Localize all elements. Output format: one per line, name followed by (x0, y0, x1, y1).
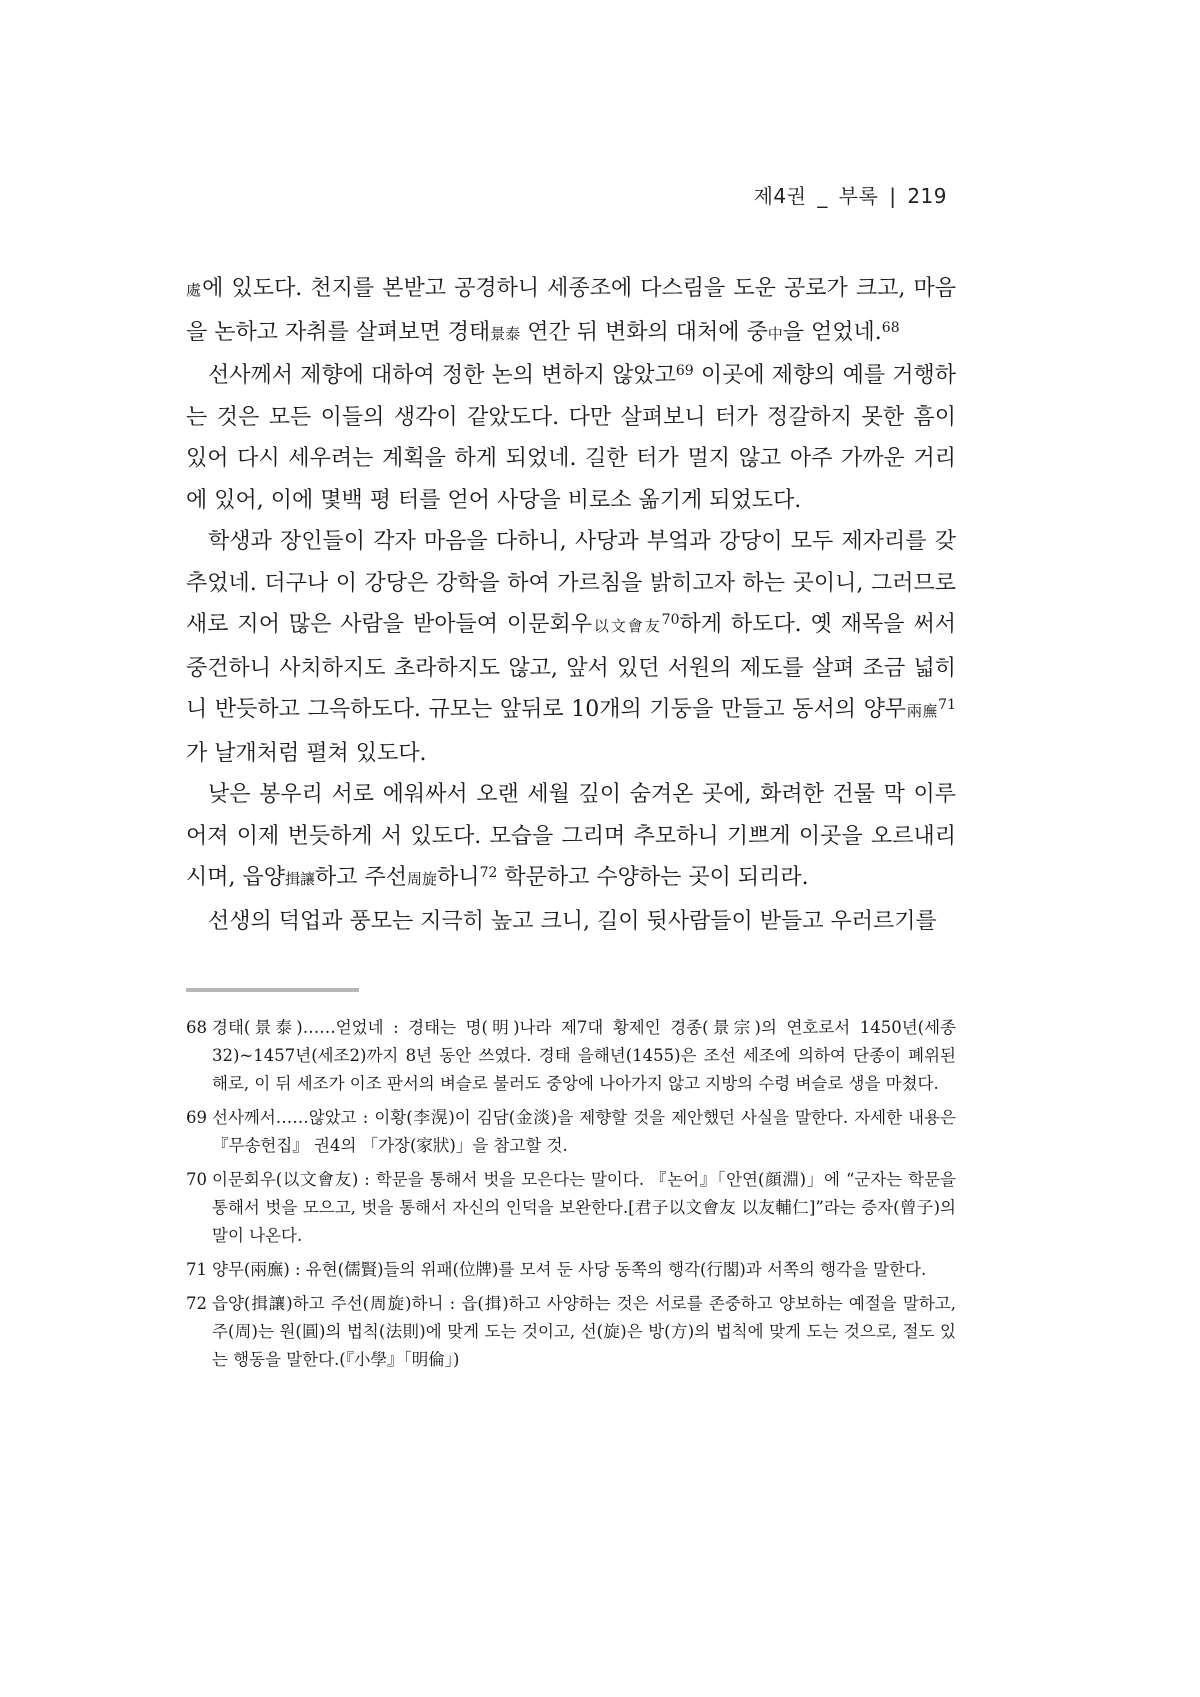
hanja-gloss: 中 (767, 324, 783, 343)
paragraph-text: 연간 뒤 변화의 대처에 중 (520, 319, 768, 345)
paragraph-text: 하고 주선 (315, 865, 408, 890)
footnote-number: 72 (186, 1294, 207, 1313)
header-separator: | (889, 184, 897, 208)
paragraph-text: 학생과 장인들이 각자 마음을 다하니, 사당과 부엌과 강당이 모두 제자리를 갖추었네. 더구나 이 강당은 강학을 하여 가르침을 밝히고자 하는 곳이니, 그러므로 새로 지어 많은 사람을 받아들여 이문회우 (186, 529, 956, 637)
body-paragraph (186, 355, 956, 521)
footnotes (186, 1014, 956, 1380)
header-section: 부록 (838, 184, 879, 208)
paragraph-text: 선생의 덕업과 풍모는 지극히 높고 크니, 길이 뒷사람들이 받들고 우러르기를 (208, 908, 937, 934)
running-header (754, 180, 947, 209)
page-number: 219 (907, 184, 947, 208)
footnote-number: 69 (186, 1108, 207, 1127)
body-paragraph (186, 774, 956, 901)
hanja-gloss: 周旋 (407, 870, 438, 888)
hanja-gloss: 處 (186, 281, 203, 299)
header-dash: _ (817, 184, 828, 208)
footnote-ref: 71 (938, 697, 956, 713)
paragraph-text: 이곳에 제향의 예를 거행하는 것은 모든 이들의 생각이 같았도다. 다만 살펴보니 터가 정갈하지 못한 흠이 있어 다시 세우려는 계획을 하게 되었네. 길한 터가 멀지 않고 아주 가까운 거리에 있어, 이에 몇백 평 터를 얻어 사당을 비로소 옮기게 되었도다. (186, 363, 956, 513)
footnote-ref: 72 (479, 865, 498, 881)
hanja-gloss: 以文會友 (591, 617, 662, 635)
hanja-gloss: 揖讓 (285, 870, 316, 888)
header-volume: 제4권 (753, 184, 807, 208)
footnote-ref: 69 (675, 363, 694, 379)
footnote-item (186, 1014, 956, 1098)
body-paragraph (186, 268, 956, 355)
paragraph-text: 에 있도다. 천지를 본받고 공경하니 세종조에 다스림을 도운 공로가 크고, 마음을 논하고 자취를 살펴보면 경태 (186, 276, 956, 345)
paragraph-text: 학문하고 수양하는 곳이 되리라. (497, 865, 809, 890)
footnote-number: 68 (186, 1018, 207, 1037)
hanja-gloss: 景泰 (490, 324, 521, 343)
footnote-item (186, 1104, 956, 1160)
paragraph-text: 하니 (437, 865, 480, 890)
paragraph-text: 하게 하도다. 옛 재목을 써서 중건하니 사치하지도 초라하지도 않고, 앞서 있던 서원의 제도를 살펴 조금 넓히니 반듯하고 그윽하도다. 규모는 앞뒤로 10개의 기둥을 만들고 동서의 양무 (186, 612, 956, 722)
paragraph-text: 가 날개처럼 펼쳐 있도다. (186, 740, 427, 766)
footnote-text: 이문회우(以文會友) : 학문을 통해서 벗을 모은다는 말이다. 『논어』「안연(顔淵)」에 “군자는 학문을 통해서 벗을 모으고, 벗을 통해서 자신의 인덕을 보완한다.[君子以文會友 以友輔仁]”라는 증자(曾子)의 말이 나온다. (212, 1170, 956, 1245)
footnote-ref: 70 (661, 612, 680, 628)
paragraph-text: 선사께서 제향에 대하여 정한 논의 변하지 않았고 (208, 363, 676, 388)
footnote-number: 70 (186, 1170, 207, 1189)
footnote-text: 선사께서……않았고 : 이황(李滉)이 김담(金淡)을 제향할 것을 제안했던 사실을 말한다. 자세한 내용은 『무송헌집』 권4의 「가장(家狀)」을 참고할 것. (212, 1108, 956, 1155)
footnote-item (186, 1256, 956, 1284)
body-paragraph (186, 901, 956, 943)
footnote-item (186, 1290, 956, 1374)
footnote-text: 경태(景泰)……얻었네 : 경태는 명(明)나라 제7대 황제인 경종(景宗)의 연호로서 1450년(세종32)~1457년(세조2)까지 8년 동안 쓰였다. 경태 을해년(1455)은 조선 세조에 의하여 단종이 폐위된 해로, 이 뒤 세조가 이조 판서의 벼슬로 불러도 중앙에 나아가지 않고 지방의 수령 벼슬로 생을 마쳤다. (212, 1018, 956, 1093)
body-text (186, 268, 956, 942)
footnote-item (186, 1166, 956, 1250)
footnote-ref: 68 (881, 319, 900, 336)
footnote-divider (186, 988, 359, 992)
body-paragraph (186, 521, 956, 774)
hanja-gloss: 兩廡 (906, 702, 939, 720)
paragraph-text: 낮은 봉우리 서로 에워싸서 오랜 세월 깊이 숨겨온 곳에, 화려한 건물 막 이루어져 이제 번듯하게 서 있도다. 모습을 그리며 추모하니 기쁘게 이곳을 오르내리시며, 읍양 (186, 782, 956, 890)
paragraph-text: 을 얻었네. (782, 319, 882, 345)
footnote-text: 읍양(揖讓)하고 주선(周旋)하니 : 읍(揖)하고 사양하는 것은 서로를 존중하고 양보하는 예절을 말하고, 주(周)는 원(圓)의 법칙(法則)에 맞게 도는 것이고, 선(旋)은 방(方)의 법칙에 맞게 도는 것으로, 절도 있는 행동을 말한다.(『小學』「明倫」) (212, 1294, 956, 1369)
footnote-text: 양무(兩廡) : 유현(儒賢)들의 위패(位牌)를 모셔 둔 사당 동쪽의 행각(行閣)과 서쪽의 행각을 말한다. (212, 1260, 927, 1279)
footnote-number: 71 (186, 1260, 207, 1279)
